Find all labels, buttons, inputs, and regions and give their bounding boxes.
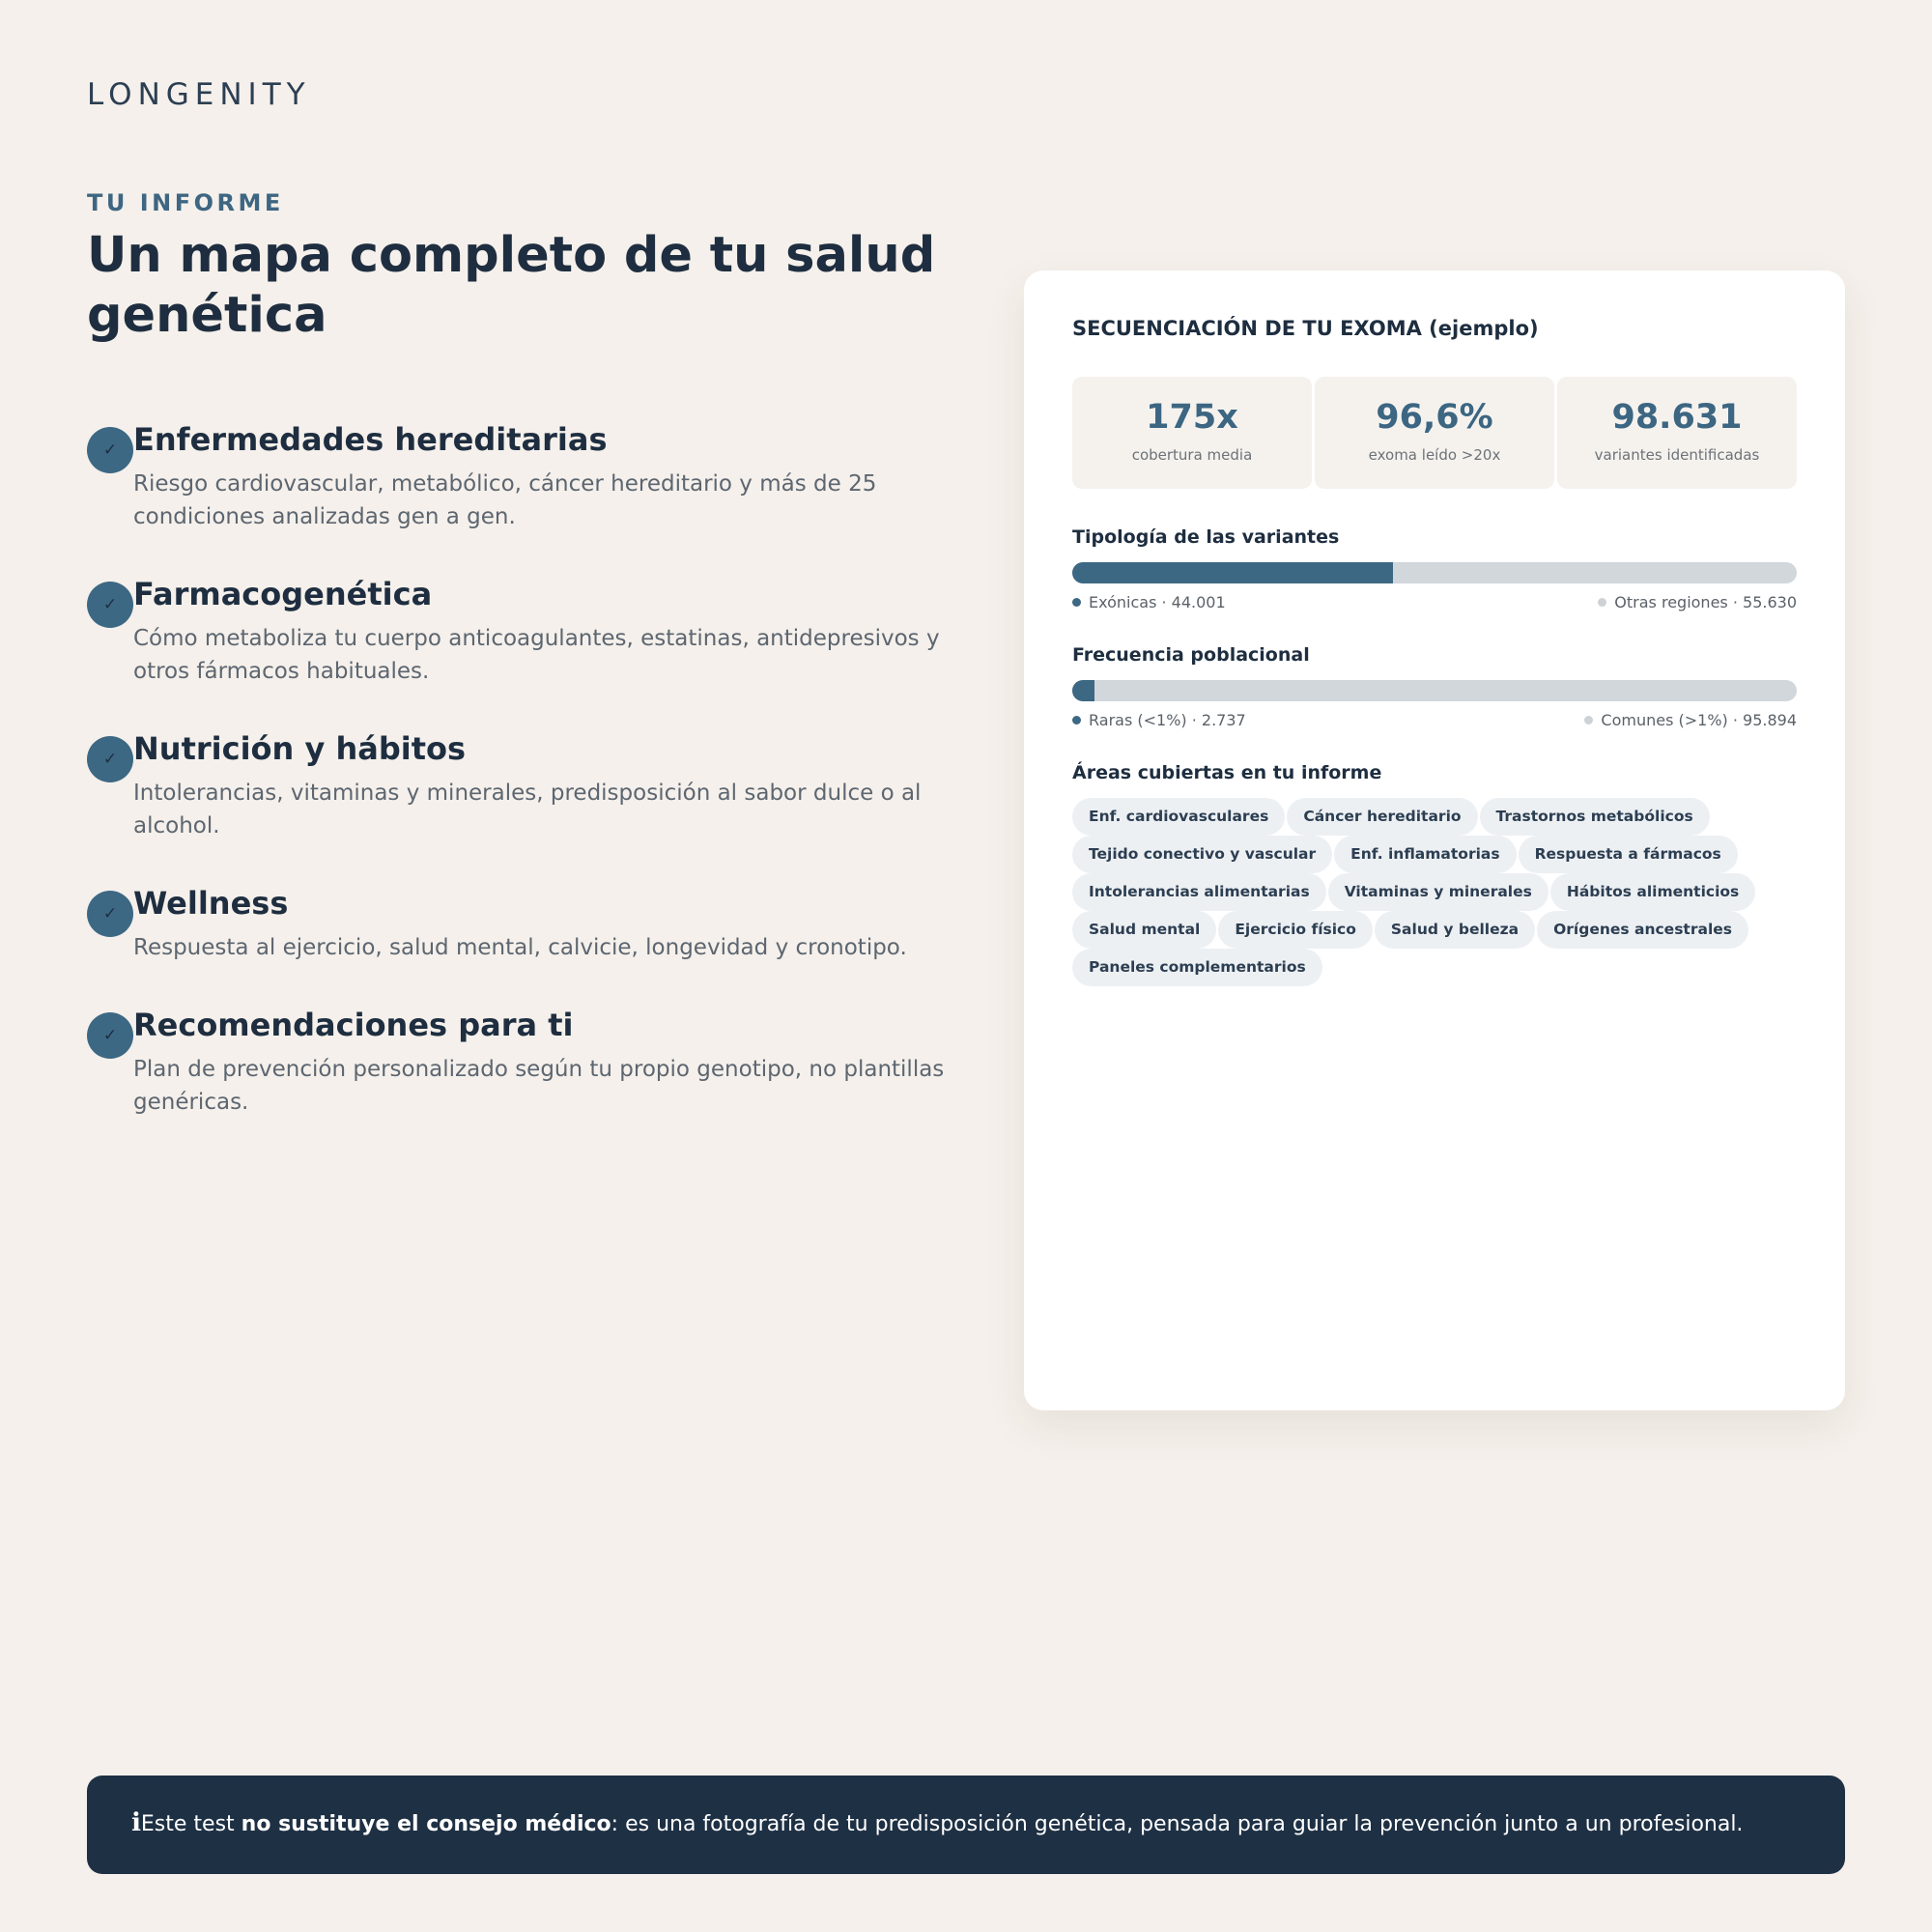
- area-chip: Salud mental: [1072, 911, 1216, 949]
- population-frequency-label: Frecuencia poblacional: [1072, 644, 1310, 666]
- stat-label: cobertura media: [1131, 446, 1253, 464]
- legend-dot: [1072, 598, 1081, 607]
- feature-title: Recomendaciones para ti: [133, 1007, 574, 1043]
- legend-text: Raras (<1%) · 2.737: [1089, 711, 1246, 729]
- stat-variants: [1557, 377, 1797, 489]
- area-chip: Vitaminas y minerales: [1328, 873, 1548, 911]
- area-chip: Intolerancias alimentarias: [1072, 873, 1326, 911]
- card-title: SECUENCIACIÓN DE TU EXOMA (ejemplo): [1072, 317, 1539, 340]
- check-icon: ✓: [87, 891, 133, 937]
- area-chip: Orígenes ancestrales: [1537, 911, 1748, 949]
- section-eyebrow: TU INFORME: [87, 189, 284, 216]
- chip-row: [1072, 911, 1816, 949]
- legend-text: Exónicas · 44.001: [1089, 593, 1226, 611]
- legend-exonic: [1072, 593, 1226, 611]
- feature-title: Enfermedades hereditarias: [133, 421, 608, 458]
- legend-rare: [1072, 711, 1246, 729]
- brand-logo: LONGENITY: [87, 77, 311, 112]
- chip-row: [1072, 949, 1816, 986]
- area-chip: Paneles complementarios: [1072, 949, 1322, 986]
- legend-text: Comunes (>1%) · 95.894: [1601, 711, 1797, 729]
- legend-dot: [1584, 716, 1593, 724]
- variant-types-bar-fill: [1072, 562, 1393, 583]
- legend-common: [1584, 711, 1797, 729]
- check-icon: ✓: [87, 427, 133, 473]
- feature-description: Intolerancias, vitaminas y minerales, predisposición al sabor dulce o al alcohol.: [133, 781, 922, 838]
- areas-chip-list: [1072, 798, 1816, 986]
- legend-other-regions: [1598, 593, 1797, 611]
- area-chip: Hábitos alimenticios: [1550, 873, 1755, 911]
- area-chip: Ejercicio físico: [1218, 911, 1373, 949]
- feature-title: Wellness: [133, 885, 289, 922]
- info-icon: ℹ: [131, 1808, 141, 1837]
- feature-title: Farmacogenética: [133, 576, 433, 612]
- area-chip: Cáncer hereditario: [1287, 798, 1477, 836]
- stat-exome-read: [1315, 377, 1554, 489]
- stat-coverage: [1072, 377, 1312, 489]
- area-chip: Respuesta a fármacos: [1519, 836, 1738, 873]
- check-icon: ✓: [87, 1012, 133, 1059]
- exome-sequencing-card: [1024, 270, 1845, 1410]
- feature-description: Respuesta al ejercicio, salud mental, calvicie, longevidad y cronotipo.: [133, 935, 907, 960]
- chip-row: [1072, 836, 1816, 873]
- feature-title: Nutrición y hábitos: [133, 730, 467, 767]
- area-chip: Salud y belleza: [1375, 911, 1535, 949]
- feature-description: Cómo metaboliza tu cuerpo anticoagulantes, estatinas, antidepresivos y otros fármacos habituales.: [133, 626, 940, 684]
- feature-description: Plan de prevención personalizado según tu propio genotipo, no plantillas genéricas.: [133, 1057, 945, 1115]
- chip-row: [1072, 798, 1816, 836]
- variant-types-label: Tipología de las variantes: [1072, 526, 1340, 548]
- chip-row: [1072, 873, 1816, 911]
- variant-types-bar: [1072, 562, 1797, 583]
- stats-row: [1072, 377, 1797, 489]
- check-icon: ✓: [87, 582, 133, 628]
- feature-description: Riesgo cardiovascular, metabólico, cáncer hereditario y más de 25 condiciones analizadas gen a gen.: [133, 471, 877, 529]
- area-chip: Enf. cardiovasculares: [1072, 798, 1285, 836]
- legend-dot: [1598, 598, 1606, 607]
- stat-value: 98.631: [1611, 398, 1743, 437]
- stat-label: exoma leído >20x: [1368, 446, 1501, 464]
- check-icon: ✓: [87, 736, 133, 782]
- medical-disclaimer-banner: [87, 1776, 1845, 1874]
- areas-label: Áreas cubiertas en tu informe: [1072, 762, 1382, 783]
- disclaimer-emphasis: no sustituye el consejo médico: [241, 1812, 611, 1836]
- stat-label: variantes identificadas: [1594, 446, 1760, 464]
- population-frequency-bar-fill: [1072, 680, 1094, 701]
- population-frequency-bar: [1072, 680, 1797, 701]
- disclaimer-prefix: Este test: [140, 1812, 242, 1836]
- area-chip: Enf. inflamatorias: [1334, 836, 1516, 873]
- page-title: Un mapa completo de tu salud genética: [87, 227, 936, 344]
- disclaimer-text: [131, 1808, 1743, 1839]
- stat-value: 175x: [1146, 398, 1238, 437]
- legend-dot: [1072, 716, 1081, 724]
- stat-value: 96,6%: [1376, 398, 1493, 437]
- area-chip: Trastornos metabólicos: [1480, 798, 1710, 836]
- disclaimer-suffix: : es una fotografía de tu predisposición genética, pensada para guiar la prevención junto a un profesional.: [611, 1812, 1744, 1836]
- area-chip: Tejido conectivo y vascular: [1072, 836, 1332, 873]
- legend-text: Otras regiones · 55.630: [1614, 593, 1797, 611]
